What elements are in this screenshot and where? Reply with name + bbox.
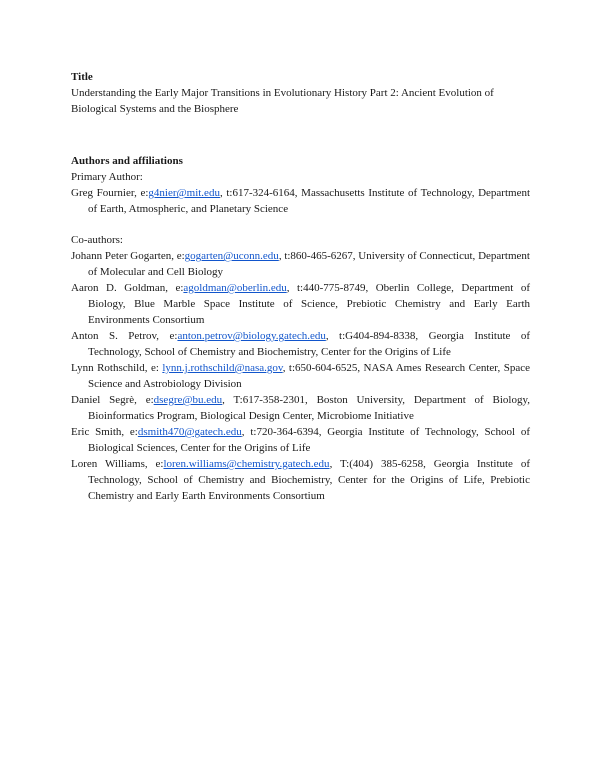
author-email-link[interactable]: agoldman@oberlin.edu (183, 282, 287, 294)
author-email-link[interactable]: dsegre@bu.edu (153, 394, 223, 406)
coauthor-entry (71, 456, 530, 504)
primary-author-entry (71, 185, 530, 217)
author-info: Eric Smith, e: (71, 426, 138, 438)
coauthor-entry (71, 328, 530, 360)
authors-heading: Authors and affiliations (71, 155, 183, 167)
author-info: Lynn Rothschild, e: (71, 362, 163, 374)
coauthor-entry (71, 424, 530, 456)
document-title: Understanding the Early Major Transitions in Evolutionary History Part 2: Ancient Evolution of Biological Systems and the Biosphere (71, 87, 494, 115)
author-details: , t:650-604-6525, NASA Ames Research Center, Space Science and Astrobiology Division (88, 362, 530, 390)
author-info: Aaron D. Goldman, e: (71, 282, 184, 294)
author-details: , t:G404-894-8338, Georgia Institute of Technology, School of Chemistry and Biochemistry, Center for the Origins of Life (88, 330, 530, 358)
document-content (71, 69, 530, 504)
coauthors-label: Co-authors: (71, 234, 123, 246)
author-details: , t:860-465-6267, University of Connecticut, Department of Molecular and Cell Biology (88, 250, 530, 278)
author-info: Daniel Segrè, e: (71, 394, 154, 406)
author-email-link[interactable]: lynn.j.rothschild@nasa.gov (162, 362, 283, 374)
author-details: , t:440-775-8749, Oberlin College, Department of Biology, Blue Marble Space Institute of Science, Prebiotic Chemistry and Early Earth Environments Consortium (88, 282, 530, 326)
coauthor-entry (71, 392, 530, 424)
author-info: Loren Williams, e: (71, 458, 164, 470)
author-info: Greg Fournier, e: (71, 187, 149, 199)
coauthor-entry (71, 280, 530, 328)
coauthor-entry (71, 248, 530, 280)
author-details: , t:617-324-6164, Massachusetts Institute of Technology, Department of Earth, Atmospheric, and Planetary Science (88, 187, 531, 215)
author-email-link[interactable]: g4nier@mit.edu (148, 187, 220, 199)
author-email-link[interactable]: gogarten@uconn.edu (184, 250, 279, 262)
coauthor-entry (71, 360, 530, 392)
title-heading: Title (71, 71, 93, 83)
author-email-link[interactable]: dsmith470@gatech.edu (137, 426, 242, 438)
author-email-link[interactable]: anton.petrov@biology.gatech.edu (177, 330, 326, 342)
author-info: Anton S. Petrov, e: (71, 330, 178, 342)
author-details: , t:720-364-6394, Georgia Institute of Technology, School of Biological Sciences, Center for the Origins of Life (88, 426, 530, 454)
primary-author-label: Primary Author: (71, 171, 143, 183)
author-details: , T:(404) 385-6258, Georgia Institute of Technology, School of Chemistry and Biochemistry, Center for the Origins of Life, Prebiotic Chemistry and Early Earth Environments Consortium (88, 458, 530, 502)
author-info: Johann Peter Gogarten, e: (71, 250, 185, 262)
author-email-link[interactable]: loren.williams@chemistry.gatech.edu (163, 458, 330, 470)
author-details: , T:617-358-2301, Boston University, Department of Biology, Bioinformatics Program, Biological Design Center, Microbiome Initiative (88, 394, 530, 422)
